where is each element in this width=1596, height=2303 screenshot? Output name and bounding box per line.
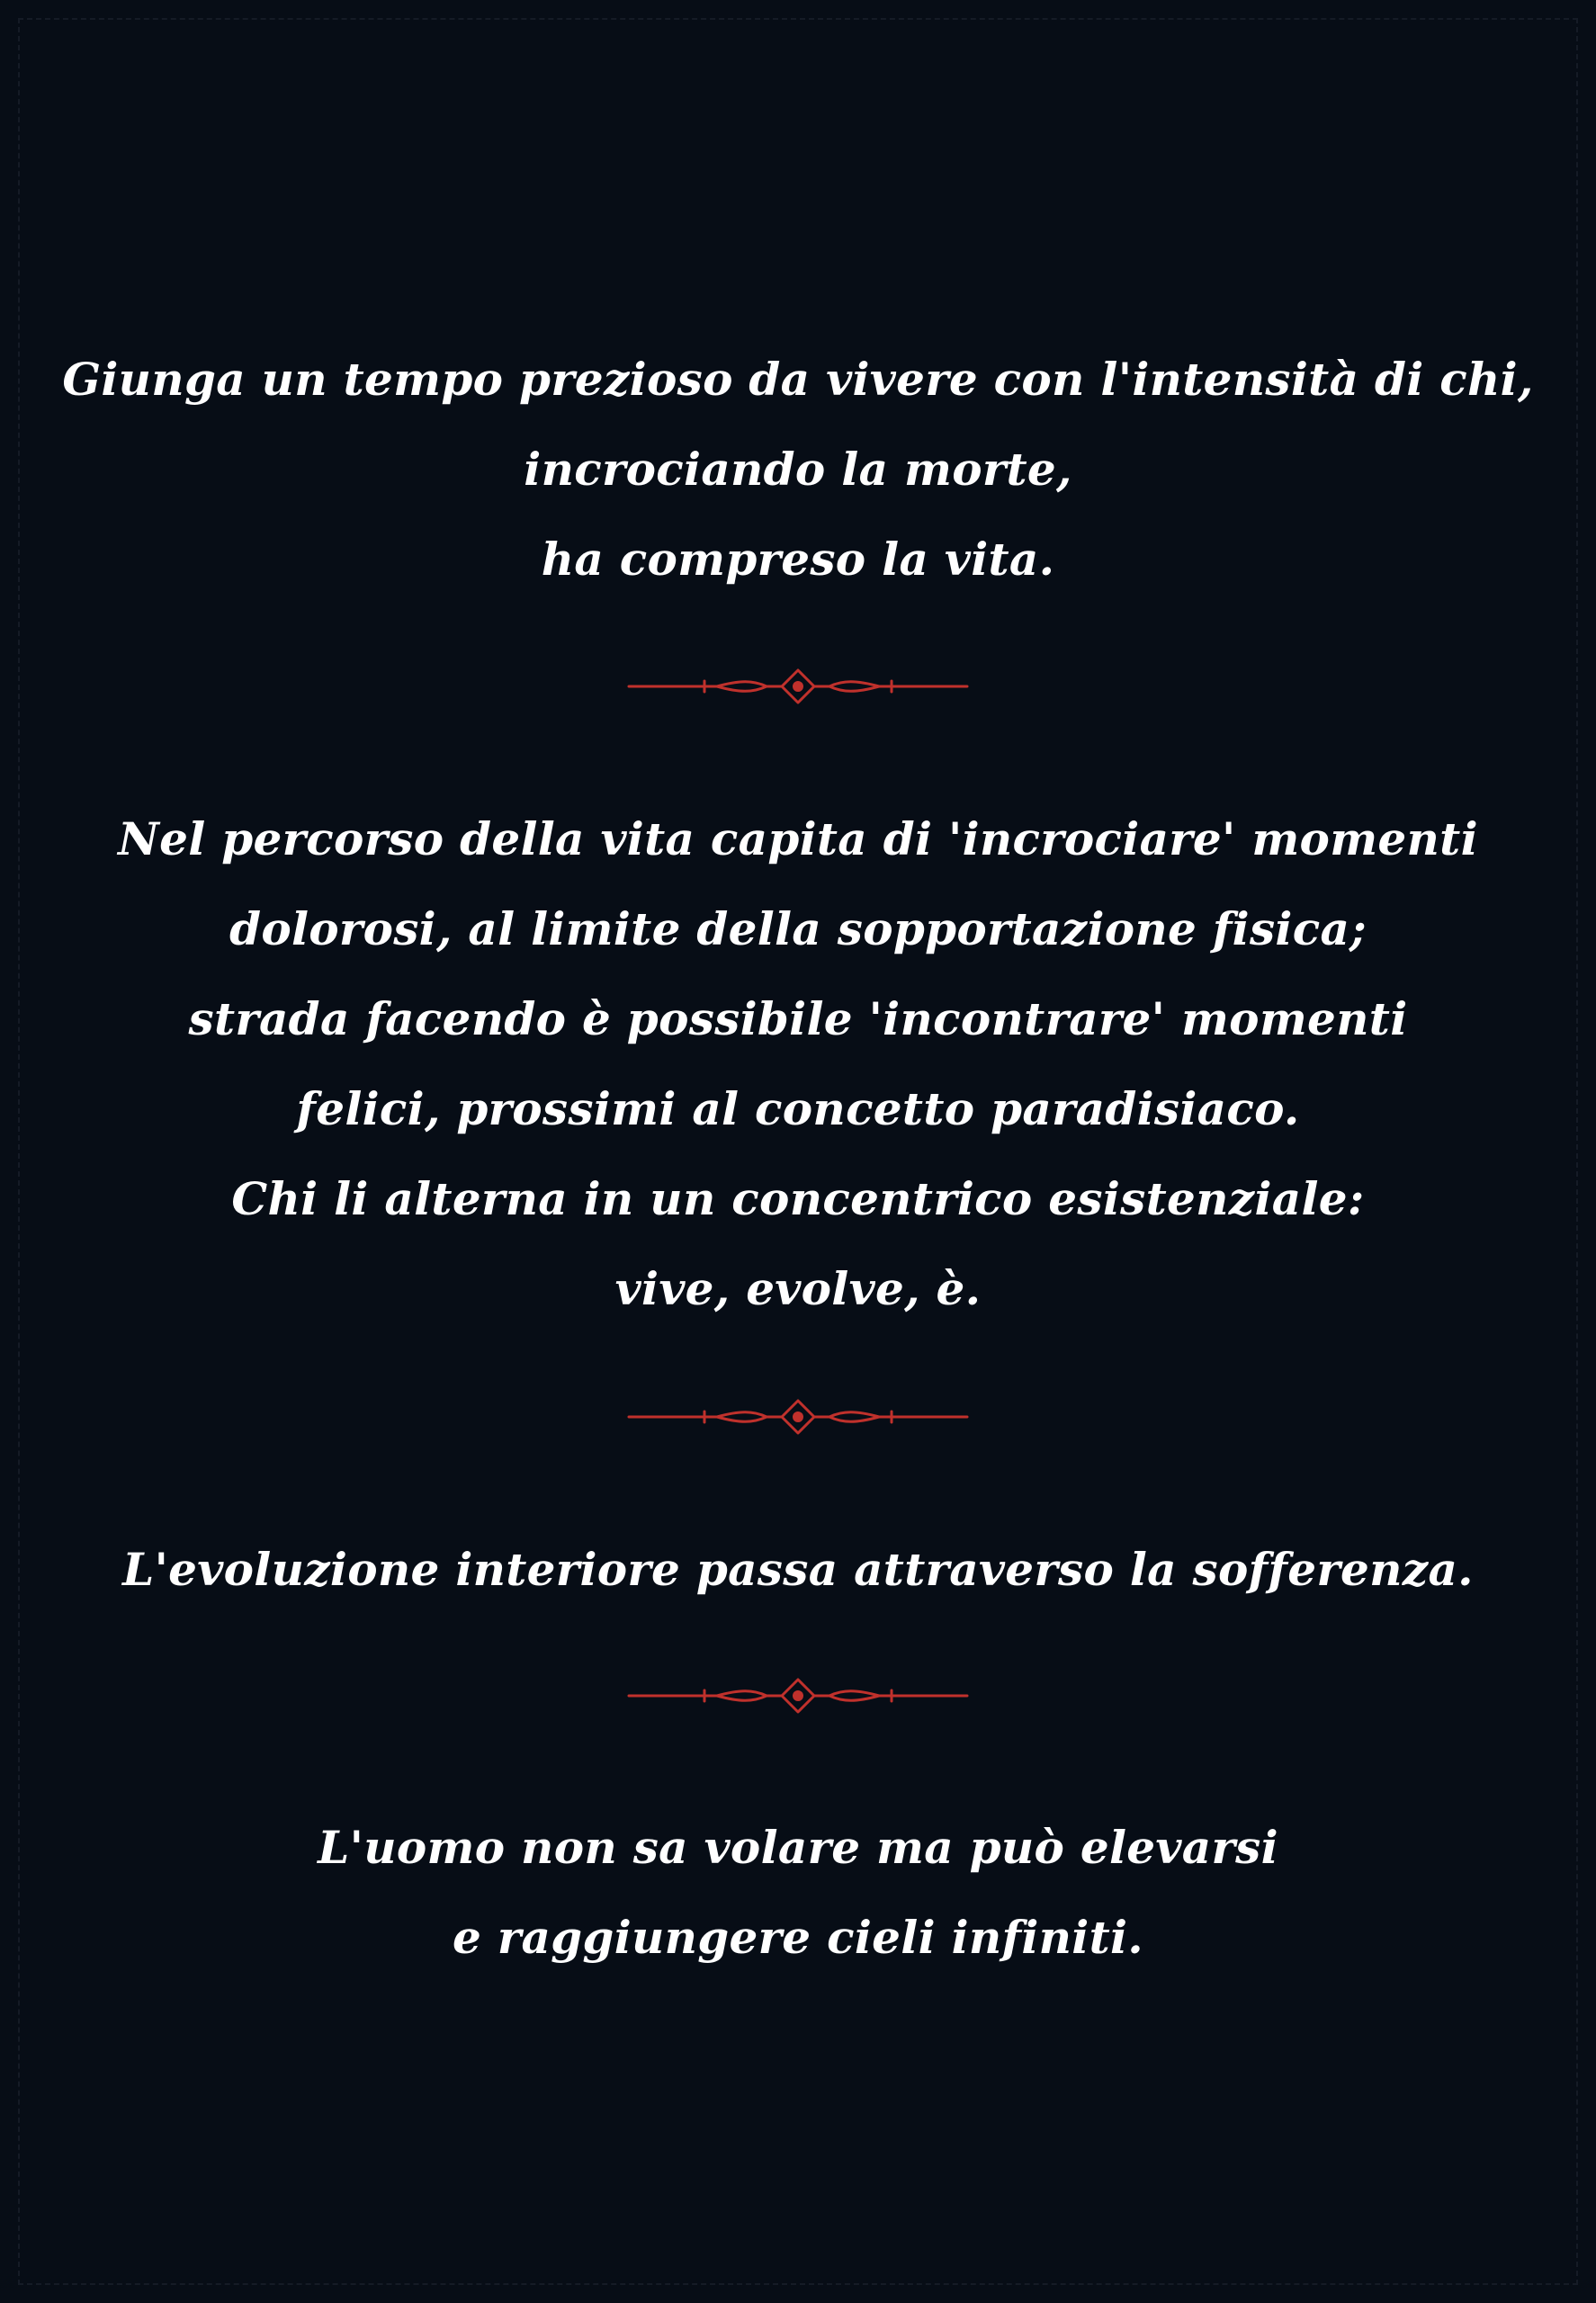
stanza-line: Giunga un tempo prezioso da vivere con l'intensità di chi, bbox=[62, 353, 1534, 406]
stanza-line: ha compreso la vita. bbox=[541, 533, 1055, 586]
stanza-line: dolorosi, al limite della sopportazione fisica; bbox=[229, 902, 1367, 955]
stanza-line: strada facendo è possibile 'incontrare' momenti bbox=[188, 992, 1408, 1045]
stanza-2 bbox=[0, 794, 1596, 1334]
stanza-line: Chi li alterna in un concentrico esistenziale: bbox=[231, 1172, 1365, 1225]
diamond-flourish-divider-icon bbox=[627, 1399, 969, 1435]
stanza-line: Nel percorso della vita capita di 'incrociare' momenti bbox=[118, 812, 1478, 865]
stanza-line: L'uomo non sa volare ma può elevarsi bbox=[318, 1821, 1278, 1874]
diamond-flourish-divider-icon bbox=[627, 1678, 969, 1714]
stanza-1 bbox=[0, 335, 1596, 605]
stanza-3 bbox=[0, 1525, 1596, 1615]
stanza-line: incrociando la morte, bbox=[524, 443, 1072, 496]
stanza-line: L'evoluzione interiore passa attraverso la sofferenza. bbox=[122, 1543, 1474, 1596]
stanza-4 bbox=[0, 1803, 1596, 1983]
stanza-line: e raggiungere cieli infiniti. bbox=[453, 1911, 1143, 1964]
stanza-line: vive, evolve, è. bbox=[614, 1262, 982, 1315]
diamond-flourish-divider-icon bbox=[627, 668, 969, 704]
stanza-line: felici, prossimi al concetto paradisiaco. bbox=[296, 1082, 1300, 1135]
